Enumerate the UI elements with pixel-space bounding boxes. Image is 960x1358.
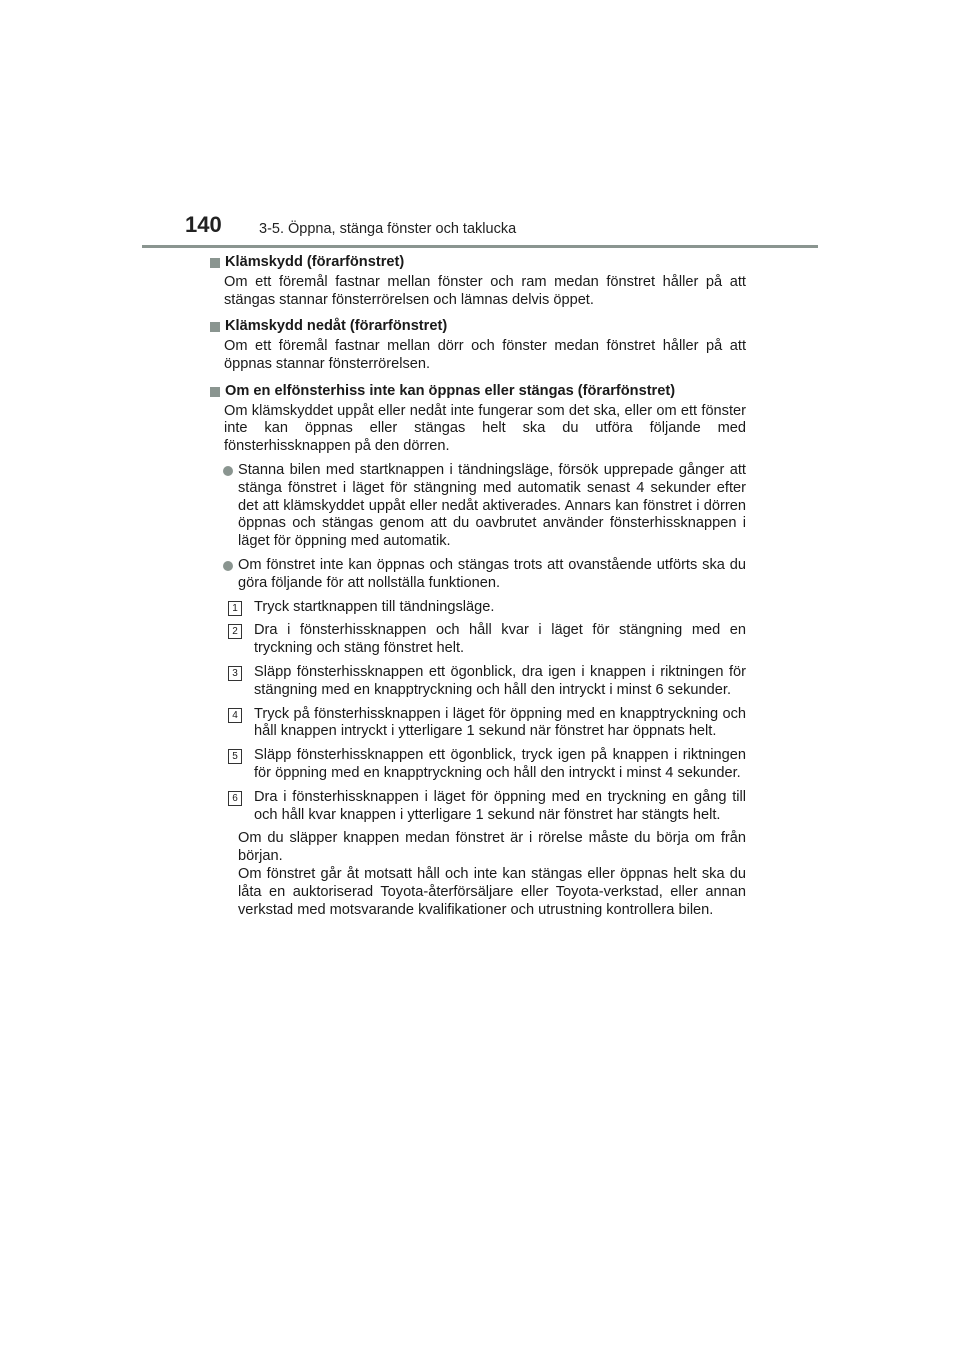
step-number-badge: 5 — [228, 749, 242, 764]
section-title: Klämskydd nedåt (förarfönstret) — [210, 318, 746, 336]
step-number-badge: 4 — [228, 708, 242, 723]
note-text: Om du släpper knappen medan fönstret är i rörelse måste du börja om från början. Om fönstret går åt motsatt håll och inte kan stängas eller öppnas helt ska du låta en auktoriserad Toyota-återförsäljare eller Toyota-verkstad, eller annan verkstad med motsvarande kvalifikationer och utrustning kontrollera bilen. — [238, 830, 746, 918]
section-title: Om en elfönsterhiss inte kan öppnas eller stängas (förarfönstret) — [210, 383, 746, 401]
chapter-title: 3-5. Öppna, stänga fönster och taklucka — [259, 221, 517, 237]
step-number-badge: 3 — [228, 666, 242, 681]
step-number-badge: 1 — [228, 601, 242, 616]
circle-bullet-icon — [223, 466, 233, 476]
header-divider — [142, 245, 818, 248]
step-number-badge: 2 — [228, 624, 242, 639]
list-item: Stanna bilen med startknappen i tändningsläge, försök upprepade gånger att stänga fönstret i läget för stängning med automatik senast 4 sekunder efter det att klämskyddet uppåt eller nedåt aktiverades. Annars kan fönstret i dörren öppnas och stängas genom att du oavbrutet använder fönsterhissknappen i läget för öppning med automatik. — [210, 462, 746, 551]
step-item: 6 Dra i fönsterhissknappen i läget för öppning med en tryckning en gång till och håll kvar knappen i ytterligare 1 sekund när fönstret har stängts helt. — [210, 789, 746, 825]
page-number: 140 — [185, 212, 222, 237]
step-item: 2 Dra i fönsterhissknappen och håll kvar i läget för stängning med en tryckning och stäng fönstret helt. — [210, 622, 746, 658]
square-bullet-icon — [210, 387, 220, 397]
section-text: Om ett föremål fastnar mellan dörr och fönster medan fönstret håller på att öppnas stannar fönsterrörelsen. — [224, 338, 746, 372]
circle-bullet-icon — [223, 561, 233, 571]
step-item: 4 Tryck på fönsterhissknappen i läget för öppning med en knapptryckning och håll knappen intryckt i ytterligare 1 sekund när fönstret har öppnats helt. — [210, 706, 746, 742]
page-header — [183, 212, 823, 248]
square-bullet-icon — [210, 322, 220, 332]
step-item: 3 Släpp fönsterhissknappen ett ögonblick, dra igen i knappen i riktningen för stängning med en knapptryckning och håll den intryckt i minst 6 sekunder. — [210, 664, 746, 700]
step-item: 1 Tryck startknappen till tändningsläge. — [210, 599, 746, 617]
step-item: 5 Släpp fönsterhissknappen ett ögonblick, tryck igen på knappen i riktningen för öppning med en knapptryckning och håll den intryckt i minst 4 sekunder. — [210, 747, 746, 783]
section-pinch-protection — [210, 254, 746, 309]
section-title: Klämskydd (förarfönstret) — [210, 254, 746, 272]
section-pinch-protection-down — [210, 318, 746, 373]
step-number-badge: 6 — [228, 791, 242, 806]
list-item: Om fönstret inte kan öppnas och stängas trots att ovanstående utförts ska du göra följande för att nollställa funktionen. — [210, 557, 746, 593]
section-window-not-working — [210, 383, 746, 920]
square-bullet-icon — [210, 258, 220, 268]
page-content — [210, 254, 746, 919]
section-text: Om klämskyddet uppåt eller nedåt inte fungerar som det ska, eller om ett fönster inte kan öppnas eller stängas helt ska du utföra följande med fönsterhissknappen på den dörren. — [224, 402, 746, 455]
section-text: Om ett föremål fastnar mellan fönster och ram medan fönstret håller på att stängas stannar fönsterrörelsen och lämnas delvis öppet. — [224, 273, 746, 308]
